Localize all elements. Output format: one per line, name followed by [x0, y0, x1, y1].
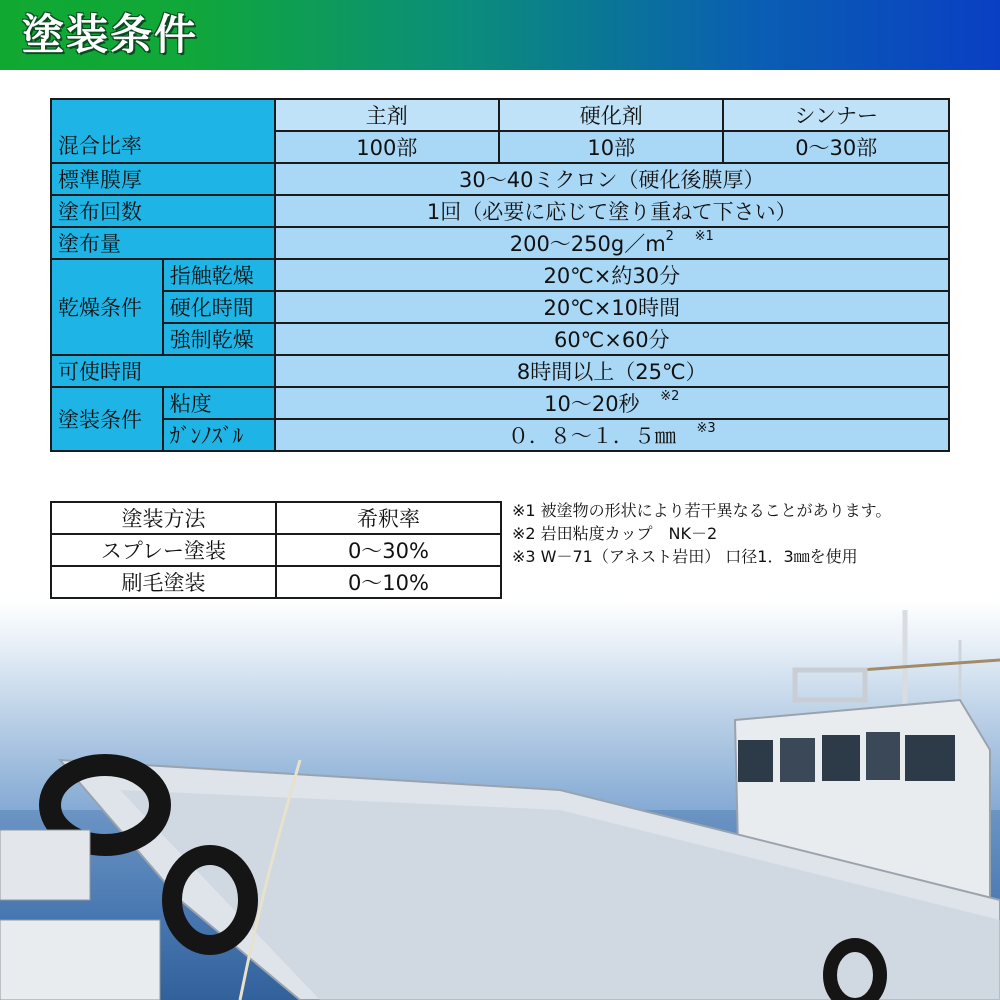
film-value: 30〜40ミクロン（硬化後膜厚）: [275, 163, 949, 195]
mixing-value: 10部: [499, 131, 723, 163]
amount-label: 塗布量: [51, 227, 275, 259]
column-header: 硬化剤: [499, 99, 723, 131]
table-row: [51, 195, 949, 227]
table-row: [51, 534, 501, 566]
table-row: [51, 99, 949, 131]
table-row: [51, 291, 949, 323]
coating-note-mark: ※2: [660, 389, 680, 404]
table-row: [51, 163, 949, 195]
coats-label: 塗布回数: [51, 195, 275, 227]
drying-sub-label: 強制乾燥: [163, 323, 275, 355]
drying-value: 60℃×60分: [275, 323, 949, 355]
film-label: 標準膜厚: [51, 163, 275, 195]
coating-label: 塗装条件: [51, 387, 163, 451]
header-bar: [0, 0, 1000, 70]
table-row: [51, 259, 949, 291]
boat-illustration: [0, 600, 1000, 1000]
method-name: 刷毛塗装: [51, 566, 276, 598]
footnote: ※3 W－71（アネスト岩田） 口径1．3㎜を使用: [512, 547, 858, 566]
footnote: ※1 被塗物の形状により若干異なることがあります。: [512, 501, 892, 520]
table-row: [51, 566, 501, 598]
coating-sub-label: 粘度: [163, 387, 275, 419]
table-row: [51, 227, 949, 259]
drying-value: 20℃×10時間: [275, 291, 949, 323]
drying-label: 乾燥条件: [51, 259, 163, 355]
coats-value: 1回（必要に応じて塗り重ねて下さい）: [275, 195, 949, 227]
table-row: [51, 502, 501, 534]
coating-note-mark: ※3: [696, 421, 716, 436]
dilution-rate: 0〜30%: [276, 534, 501, 566]
mixing-value: 100部: [275, 131, 500, 163]
amount-exponent: 2: [665, 229, 674, 244]
method-table: [50, 501, 502, 599]
column-header: 希釈率: [276, 502, 501, 534]
drying-sub-label: 硬化時間: [163, 291, 275, 323]
footnote: ※2 岩田粘度カップ NK－2: [512, 524, 718, 543]
dilution-rate: 0〜10%: [276, 566, 501, 598]
drying-value: 20℃×約30分: [275, 259, 949, 291]
coating-value: ０．８〜１．５㎜: [507, 424, 676, 448]
amount-note-mark: ※1: [694, 229, 714, 244]
potlife-value: 8時間以上（25℃）: [275, 355, 949, 387]
conditions-table: [50, 98, 950, 452]
table-row: [51, 387, 949, 419]
coating-cell: [275, 387, 949, 419]
amount-value: 200〜250g／m: [509, 232, 666, 256]
coating-value: 10〜20秒: [544, 392, 640, 416]
column-header: シンナー: [723, 99, 949, 131]
mixing-label: 混合比率: [51, 99, 275, 163]
coating-sub-label: ｶﾞﾝﾉｽﾞﾙ: [163, 419, 275, 451]
table-row: [51, 419, 949, 451]
method-name: スプレー塗装: [51, 534, 276, 566]
footnotes: [512, 499, 992, 568]
potlife-label: 可使時間: [51, 355, 275, 387]
table-row: [51, 355, 949, 387]
amount-cell: [275, 227, 949, 259]
mixing-value: 0〜30部: [723, 131, 949, 163]
drying-sub-label: 指触乾燥: [163, 259, 275, 291]
boat-photo: [0, 600, 1000, 1000]
column-header: 塗装方法: [51, 502, 276, 534]
column-header: 主剤: [275, 99, 500, 131]
table-row: [51, 323, 949, 355]
coating-cell: [275, 419, 949, 451]
page-title: 塗装条件: [22, 10, 199, 59]
